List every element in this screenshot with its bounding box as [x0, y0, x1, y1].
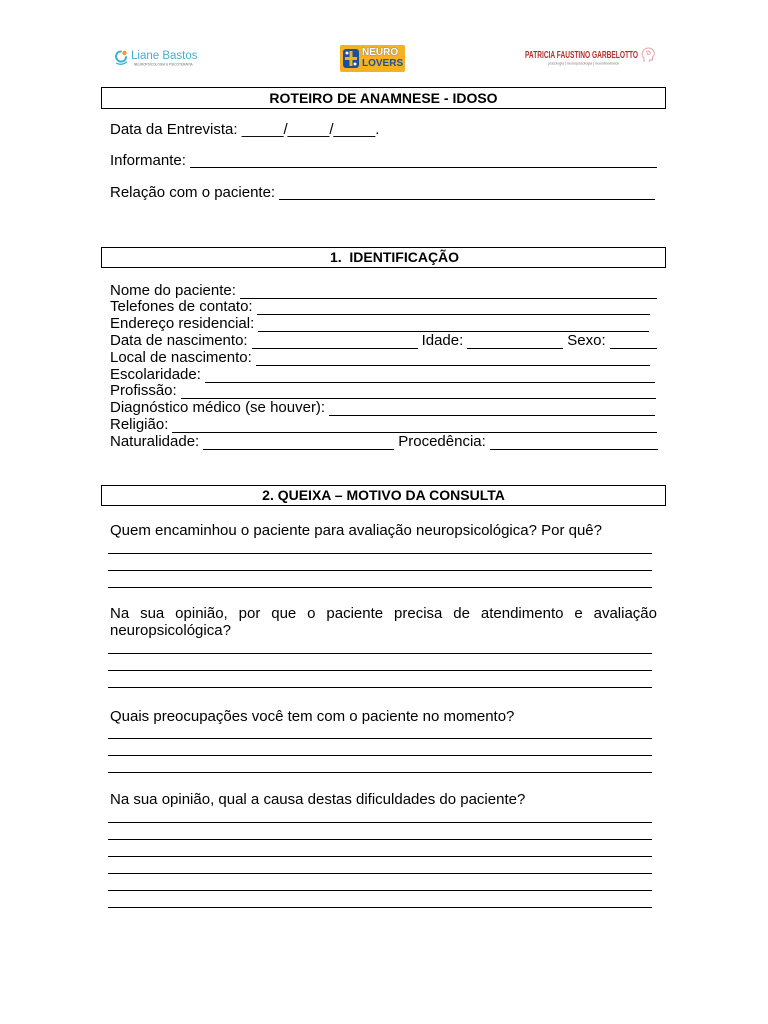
neuro-lovers-logo — [340, 45, 405, 72]
birth-age-sex-field — [110, 333, 657, 350]
field-label: Profissão: — [110, 382, 177, 400]
relation-field — [110, 184, 655, 201]
religion-field — [110, 417, 657, 434]
neuro-lovers-line2: LOVERS — [362, 58, 404, 69]
blank-line — [252, 333, 418, 349]
relation-label: Relação com o paciente: — [110, 183, 276, 201]
section-complaint-heading: 2. QUEIXA – MOTIVO DA CONSULTA — [101, 485, 666, 506]
field-label: Telefones de contato: — [110, 298, 253, 316]
section-identification-heading: 1. IDENTIFICAÇÃO — [101, 247, 666, 268]
blank-line — [256, 350, 650, 366]
field-label: Sexo: — [567, 331, 606, 349]
answer-line — [108, 890, 652, 891]
education-field — [110, 367, 655, 384]
address-field — [110, 316, 649, 333]
field-label: Naturalidade: — [110, 432, 200, 450]
field-label: Data de nascimento: — [110, 331, 248, 349]
identification-fields — [110, 283, 658, 451]
patient-name-field — [110, 283, 657, 300]
field-label: Escolaridade: — [110, 365, 201, 383]
informant-field — [110, 152, 657, 169]
field-label: Procedência: — [398, 432, 486, 450]
field-label: Endereço residencial: — [110, 315, 255, 333]
answer-line — [108, 772, 652, 773]
interview-date-field — [110, 121, 379, 138]
blank-line — [610, 333, 657, 349]
blank-line — [329, 400, 655, 416]
birthplace-field — [110, 350, 650, 367]
blank-line — [181, 383, 656, 399]
informant-label: Informante: — [110, 151, 186, 169]
answer-line — [108, 653, 652, 654]
diagnosis-field — [110, 400, 655, 417]
answer-line — [108, 839, 652, 840]
answer-line — [108, 587, 652, 588]
answer-line — [108, 755, 652, 756]
question-concerns: Quais preocupações você tem com o paciente no momento? — [110, 707, 515, 725]
answer-line — [108, 873, 652, 874]
blank-line — [257, 299, 650, 315]
nationality-origin-field — [110, 434, 658, 451]
neuro-lovers-line1: NEURO — [362, 47, 399, 58]
blank-line — [205, 367, 655, 383]
liane-bastos-logo-text: Liane Bastos — [131, 50, 198, 62]
blank-line — [258, 316, 649, 332]
answer-line — [108, 907, 652, 908]
phones-field — [110, 299, 650, 316]
answer-line — [108, 822, 652, 823]
field-label: Idade: — [421, 331, 464, 349]
blank-line — [240, 283, 657, 299]
blank-line — [172, 417, 657, 433]
answer-line — [108, 670, 652, 671]
field-label: Local de nascimento: — [110, 348, 252, 366]
blank-line — [203, 434, 394, 450]
field-label: Nome do paciente: — [110, 281, 236, 299]
field-label: Religião: — [110, 415, 169, 433]
question-cause-of-difficulties: Na sua opinião, qual a causa destas dificuldades do paciente? — [110, 790, 526, 808]
informant-blank-line — [190, 152, 657, 168]
question-referral: Quem encaminhou o paciente para avaliação neuropsicológica? Por quê? — [110, 521, 602, 539]
question-need-for-assessment: Na sua opinião, por que o paciente precisa de atendimento e avaliação neuropsicológica? — [110, 604, 657, 639]
neuro-lovers-logo-mark — [342, 48, 360, 69]
answer-line — [108, 570, 652, 571]
answer-line — [108, 553, 652, 554]
patricia-tagline: psicologia | neuropsicologia | neurofeedback — [548, 61, 619, 66]
profession-field — [110, 383, 656, 400]
answer-line — [108, 687, 652, 688]
brain-head-icon — [640, 46, 656, 64]
relation-blank-line — [279, 184, 655, 200]
field-label: Diagnóstico médico (se houver): — [110, 399, 326, 417]
answer-line — [108, 738, 652, 739]
answer-line — [108, 856, 652, 857]
blank-line — [467, 333, 563, 349]
liane-bastos-logo-icon — [113, 49, 129, 66]
interview-date-text: Data da Entrevista: _____/_____/_____. — [110, 120, 380, 138]
form-title: ROTEIRO DE ANAMNESE - IDOSO — [101, 87, 666, 109]
liane-bastos-tagline: NEUROPSICOLOGIA & PSICOTERAPIA — [134, 62, 193, 67]
blank-line — [490, 434, 658, 450]
patricia-logo-text: PATRICIA FAUSTINO GARBELOTTO — [525, 50, 639, 61]
